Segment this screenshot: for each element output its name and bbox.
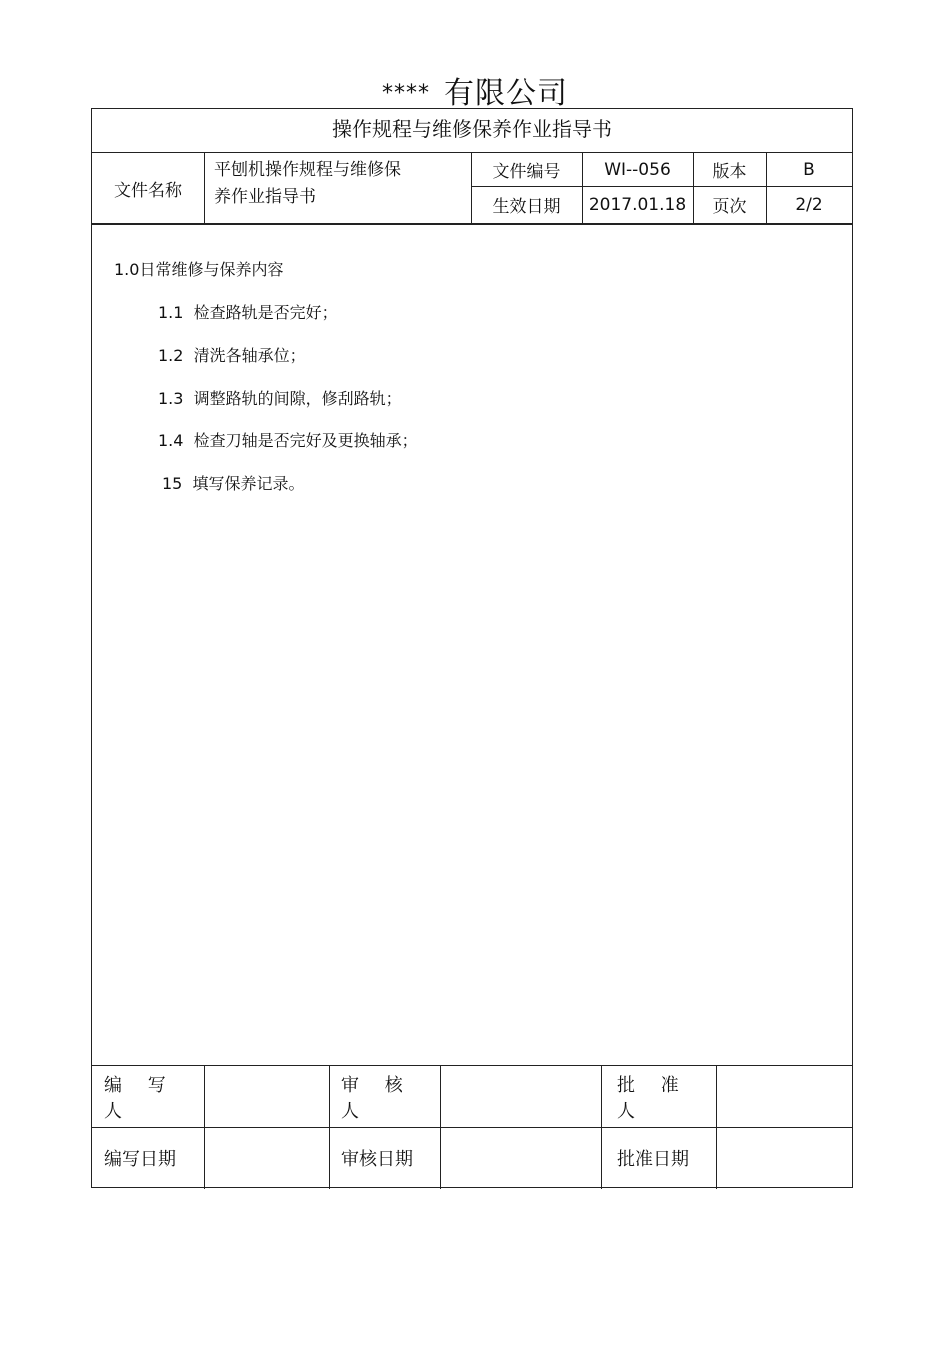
effective-date-value: 2017.01.18 bbox=[588, 194, 687, 215]
header-table bbox=[92, 153, 852, 225]
reviewer-value[interactable] bbox=[440, 1066, 601, 1127]
file-name-label: 文件名称 bbox=[114, 180, 182, 201]
content-item-4: 1.4 检查刀轴是否完好及更换轴承； bbox=[158, 431, 418, 450]
maintenance-content bbox=[92, 225, 852, 1065]
page-value: 2/2 bbox=[795, 194, 823, 215]
content-item-5: 15 填写保养记录。 bbox=[162, 474, 305, 493]
content-heading: 1.0日常维修与保养内容 bbox=[114, 260, 284, 279]
file-no-label: 文件编号 bbox=[492, 162, 561, 182]
content-item-1: 1.1 检查路轨是否完好； bbox=[158, 303, 338, 322]
signoff-table bbox=[92, 1065, 852, 1189]
write-date-value[interactable] bbox=[204, 1127, 329, 1188]
company-name bbox=[0, 68, 950, 112]
approver-value[interactable] bbox=[716, 1066, 852, 1127]
write-date-label: 编写日期 bbox=[104, 1148, 176, 1170]
writer-value[interactable] bbox=[204, 1066, 329, 1127]
version-label: 版本 bbox=[712, 162, 747, 182]
page-label: 页次 bbox=[712, 197, 747, 217]
content-item-3: 1.3 调整路轨的间隙，修刮路轨； bbox=[158, 389, 402, 408]
file-name-value bbox=[204, 153, 471, 223]
writer-label: 编 写 人 bbox=[104, 1074, 176, 1122]
approve-date-value[interactable] bbox=[716, 1127, 852, 1188]
review-date-label: 审核日期 bbox=[341, 1148, 413, 1170]
file-no-value: WI--056 bbox=[604, 159, 671, 180]
company-name-stars: **** bbox=[382, 81, 430, 106]
approver-label: 批 准 人 bbox=[617, 1074, 689, 1122]
file-name-line-2: 养作业指导书 bbox=[214, 187, 316, 207]
version-value: B bbox=[803, 159, 815, 180]
company-name-text: 有限公司 bbox=[444, 76, 568, 111]
content-item-2: 1.2 清洗各轴承位； bbox=[158, 346, 306, 365]
approve-date-label: 批准日期 bbox=[617, 1148, 689, 1170]
document-title: 操作规程与维修保养作业指导书 bbox=[92, 109, 852, 153]
effective-date-label: 生效日期 bbox=[492, 197, 561, 217]
file-name-line-1: 平刨机操作规程与维修保 bbox=[214, 160, 401, 180]
reviewer-label: 审 核 人 bbox=[341, 1074, 413, 1122]
review-date-value[interactable] bbox=[440, 1127, 601, 1188]
document-frame bbox=[91, 108, 853, 1188]
